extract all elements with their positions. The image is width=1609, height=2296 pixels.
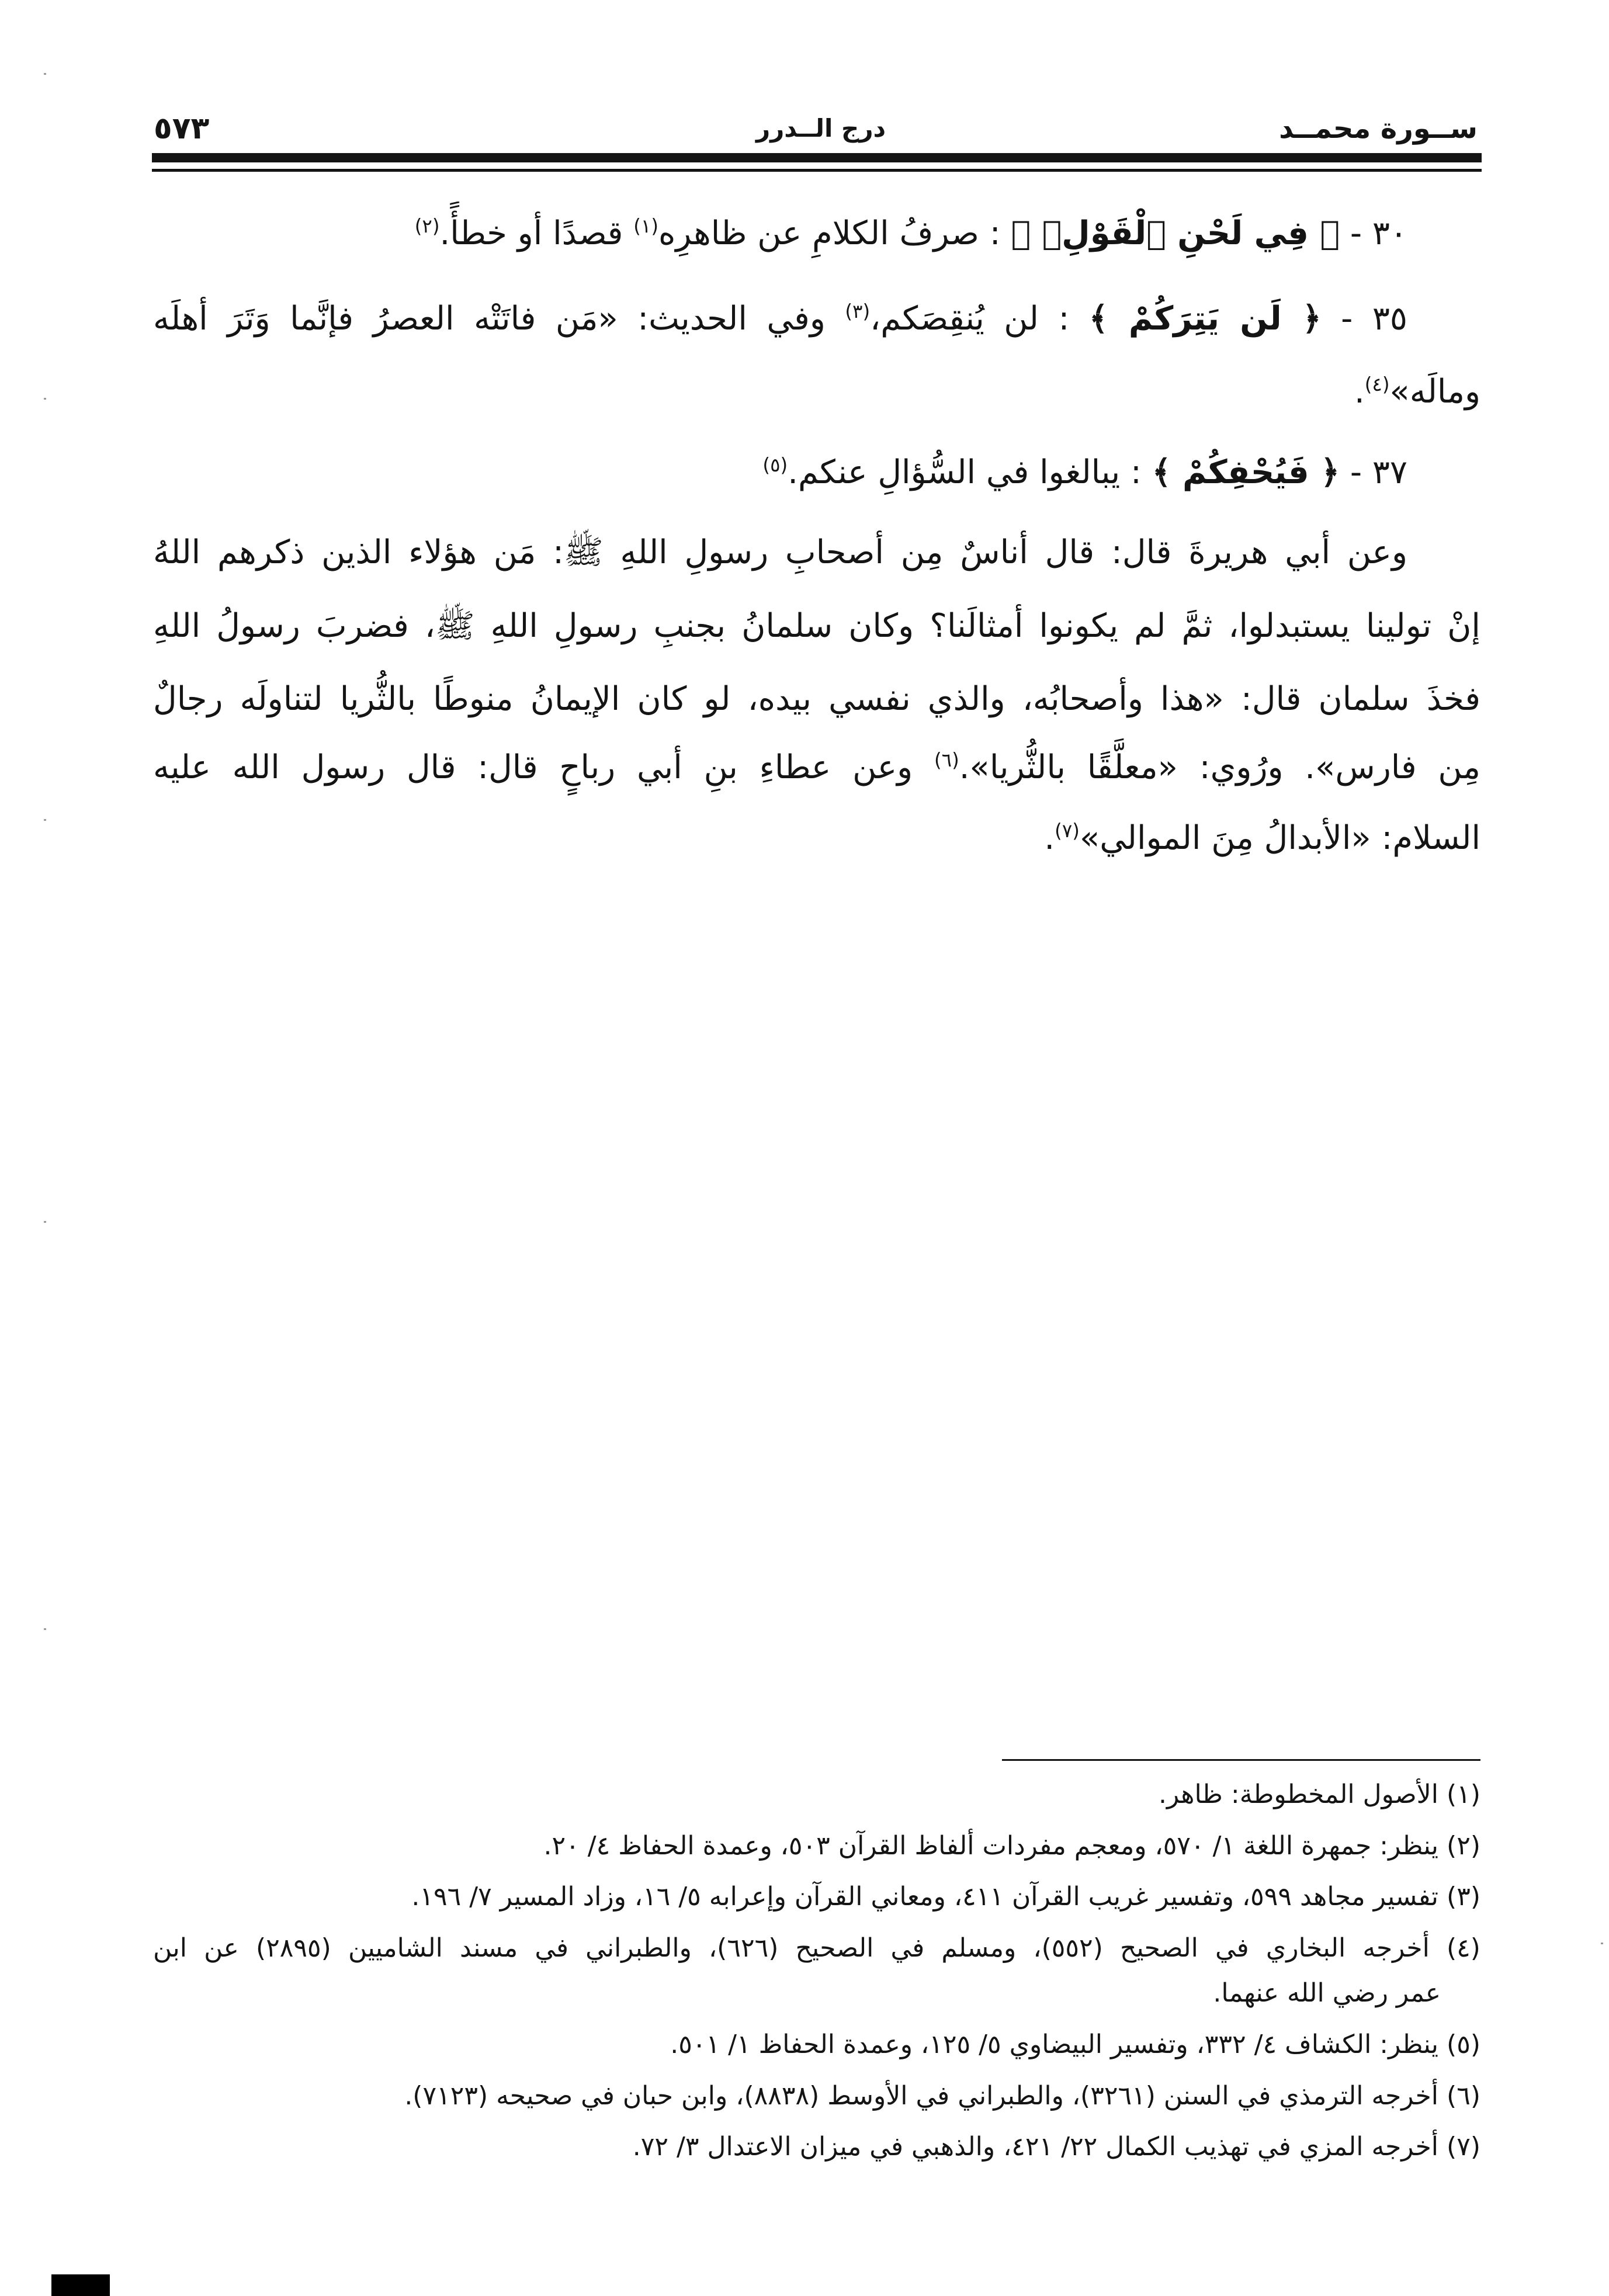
footnote-number: (٤) [1446, 1933, 1480, 1963]
footnote-number: (٣) [1447, 1882, 1480, 1912]
footnote-2 [153, 1823, 1480, 1870]
scan-speck [44, 73, 46, 75]
body-line-entry-35 [153, 287, 1480, 351]
footnote-3 [153, 1874, 1480, 1920]
footnote-reference: (٦) [934, 748, 959, 771]
scan-speck [44, 819, 46, 821]
gloss-text: قصدًا أو خطأً. [439, 214, 623, 252]
footnote-text: ينظر: جمهرة اللغة ١/ ٥٧٠، ومعجم مفردات ألفاظ القرآن ٥٠٣، وعمدة الحفاظ ٤/ ٢٠. [543, 1831, 1439, 1861]
footnote-5 [153, 2021, 1480, 2068]
paragraph-text: وعن أبي هريرةَ قال: قال أناسٌ مِن أصحابِ رسولِ اللهِ ﷺ: مَن هؤلاء الذين ذكرهم اللهُ [153, 533, 1407, 571]
footnote-reference: (٧) [1055, 819, 1080, 842]
paragraph-text: مِن فارس». ورُوي: «معلَّقًا بالثُّريا». [959, 748, 1480, 786]
entry-number: ٣٧ - [1350, 453, 1407, 491]
header-rule-thick [152, 153, 1482, 162]
book-running-title: درج الــدرر [755, 114, 886, 143]
scan-speck [44, 398, 46, 400]
page-number: ٥٧٣ [154, 111, 210, 146]
gloss-text: : صرفُ الكلامِ عن ظاهرِه [658, 214, 1001, 252]
body-line-entry-37 [153, 441, 1480, 505]
footnote-reference: (٣) [845, 300, 871, 322]
footnote-reference: (٤) [1364, 373, 1390, 396]
footnote-text: أخرجه البخاري في الصحيح (٥٥٢)، ومسلم في الصحيح (٦٢٦)، والطبراني في مسند الشاميين (٢٨٩٥) عن ابن [153, 1933, 1430, 1963]
footnote-reference: (٢) [414, 214, 440, 237]
footnote-separator [1002, 1759, 1480, 1761]
body-paragraph-line [153, 736, 1480, 800]
hadith-text: ومالَه» [1389, 373, 1480, 411]
footnote-reference: (٥) [762, 453, 788, 476]
footnote-text: تفسير مجاهد ٥٩٩، وتفسير غريب القرآن ٤١١، ومعاني القرآن وإعرابه ٥/ ١٦، وزاد المسير ٧/ ١٩٦. [411, 1882, 1439, 1912]
footnote-number: (٥) [1447, 2030, 1480, 2059]
footnote-number: (٧) [1447, 2132, 1480, 2162]
footnote-text: الأصول المخطوطة: ظاهر. [1159, 1780, 1439, 1809]
body-line-entry-30 [153, 202, 1480, 266]
footnote-text: ينظر: الكشاف ٤/ ٣٣٢، وتفسير البيضاوي ٥/ ١٢٥، وعمدة الحفاظ ١/ ٥٠١. [670, 2030, 1439, 2059]
paragraph-text: وعن عطاءِ بنِ أبي رباحٍ قال: قال رسول الله عليه [153, 748, 913, 786]
quran-verse-quote: ﴿ فَيُحْفِكُمْ ﴾ [1152, 453, 1340, 491]
footnote-text: عمر رضي الله عنهما. [1213, 1978, 1441, 2008]
surah-running-title: ســورة محمــد [1279, 112, 1478, 145]
sentence-period: . [1044, 819, 1055, 857]
footnote-reference: (١) [633, 214, 658, 237]
body-paragraph-line [153, 594, 1480, 658]
footnote-1 [153, 1771, 1480, 1818]
footnote-text: أخرجه المزي في تهذيب الكمال ٢٢/ ٤٢١، والذهبي في ميزان الاعتدال ٣/ ٧٢. [632, 2132, 1439, 2162]
scan-speck [44, 1221, 46, 1223]
footnote-number: (١) [1447, 1780, 1480, 1809]
scan-speck [1601, 1943, 1603, 1944]
footnote-number: (٢) [1447, 1831, 1480, 1861]
body-paragraph-line [153, 521, 1480, 585]
gloss-text: : يبالغوا في السُّؤالِ عنكم. [788, 453, 1142, 491]
sentence-period: . [1354, 373, 1365, 411]
footnote-number: (٦) [1447, 2081, 1480, 2111]
paragraph-text: إنْ تولينا يستبدلوا، ثمَّ لم يكونوا أمثالَنا؟ وكان سلمانُ بجنبِ رسولِ اللهِ ﷺ، فضربَ رسولُ اللهِ [153, 607, 1480, 645]
gloss-text: : لن يُنقِصَكم، [870, 300, 1070, 338]
paragraph-text: السلام: «الأبدالُ مِنَ الموالي» [1079, 819, 1480, 857]
footnote-text: أخرجه الترمذي في السنن (٣٢٦١)، والطبراني في الأوسط (٨٨٣٨)، وابن حبان في صحيحه (٧١٢٣). [404, 2081, 1439, 2111]
footnote-4-continuation [153, 1970, 1480, 2017]
quran-verse-quote: ﴿ فِي لَحْنِ ٱلْقَوْلِۚ ﴾ [1011, 214, 1340, 252]
entry-number: ٣٠ - [1350, 214, 1407, 252]
entry-number: ٣٥ - [1341, 300, 1407, 338]
footnote-7 [153, 2124, 1480, 2170]
quran-verse-quote: ﴿ لَن يَتِرَكُمْ ﴾ [1088, 300, 1322, 338]
body-paragraph-line [153, 667, 1480, 731]
footnote-6 [153, 2073, 1480, 2120]
hadith-text: وفي الحديث: «مَن فاتَتْه العصرُ فإنَّما وَتَرَ أهلَه [153, 300, 826, 338]
scan-edge-mark [51, 2274, 110, 2296]
paragraph-text: فخذَ سلمان قال: «هذا وأصحابُه، والذي نفسي بيده، لو كان الإيمانُ منوطًا بالثُّريا لتناولَه رجالٌ [153, 680, 1480, 718]
body-line-entry-35-continued [153, 360, 1480, 424]
footnote-4 [153, 1925, 1480, 1972]
scan-speck [44, 1628, 46, 1630]
body-paragraph-line [153, 806, 1480, 870]
header-rule-thin [152, 169, 1482, 172]
